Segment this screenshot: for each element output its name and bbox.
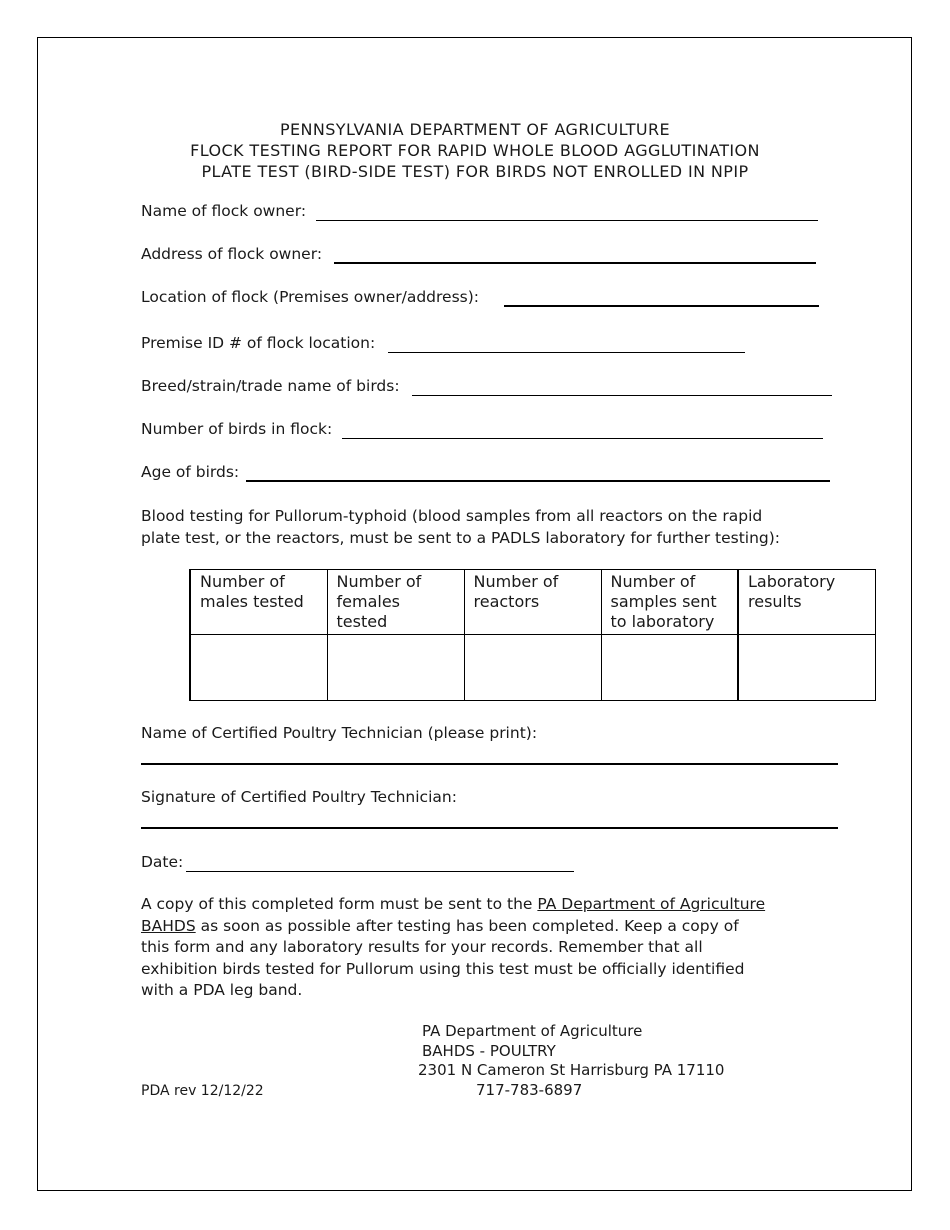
results-table bbox=[189, 569, 876, 701]
breed-label: Breed/strain/trade name of birds: bbox=[141, 377, 400, 395]
pda-link[interactable]: PA Department of Agriculture bbox=[537, 895, 766, 913]
blood-testing-line-2: plate test, or the reactors, must be sent to a PADLS laboratory for further testing): bbox=[141, 528, 781, 547]
header-samples-sent: Number of samples sent to laboratory bbox=[601, 570, 738, 635]
address-line-2: BAHDS - POULTRY bbox=[422, 1042, 556, 1060]
notice-line-2: BAHDS as soon as possible after testing has been completed. Keep a copy of bbox=[141, 916, 739, 935]
location-line[interactable] bbox=[504, 305, 819, 307]
title-line-2: FLOCK TESTING REPORT FOR RAPID WHOLE BLOOD AGGLUTINATION bbox=[190, 141, 760, 160]
technician-signature-label: Signature of Certified Poultry Technician: bbox=[141, 788, 457, 806]
date-label: Date: bbox=[141, 853, 184, 871]
table-row bbox=[190, 635, 875, 701]
form-title bbox=[0, 119, 950, 182]
notice-text bbox=[141, 894, 765, 1002]
address-line-1: PA Department of Agriculture bbox=[422, 1022, 643, 1040]
cell-lab-results[interactable] bbox=[738, 635, 875, 701]
cell-samples-sent[interactable] bbox=[601, 635, 738, 701]
number-birds-line[interactable] bbox=[342, 438, 823, 439]
title-line-3: PLATE TEST (BIRD-SIDE TEST) FOR BIRDS NOT ENROLLED IN NPIP bbox=[201, 162, 749, 181]
age-line[interactable] bbox=[246, 480, 830, 482]
owner-name-line[interactable] bbox=[316, 220, 818, 221]
title-line-1: PENNSYLVANIA DEPARTMENT OF AGRICULTURE bbox=[279, 120, 671, 139]
technician-name-line[interactable] bbox=[141, 763, 838, 765]
table-header-row bbox=[190, 570, 875, 635]
technician-name-label: Name of Certified Poultry Technician (please print): bbox=[141, 724, 538, 742]
cell-reactors[interactable] bbox=[464, 635, 601, 701]
number-birds-label: Number of birds in flock: bbox=[141, 420, 333, 438]
premise-id-label: Premise ID # of flock location: bbox=[141, 334, 376, 352]
owner-name-label: Name of flock owner: bbox=[141, 202, 307, 220]
location-label: Location of flock (Premises owner/address): bbox=[141, 288, 480, 306]
cell-females-tested[interactable] bbox=[327, 635, 464, 701]
owner-address-line[interactable] bbox=[334, 262, 816, 264]
address-phone: 717-783-6897 bbox=[476, 1081, 583, 1099]
age-label: Age of birds: bbox=[141, 463, 240, 481]
notice-line-4: exhibition birds tested for Pullorum using this test must be officially identified bbox=[141, 959, 745, 978]
revision-label: PDA rev 12/12/22 bbox=[141, 1083, 264, 1099]
address-line-3: 2301 N Cameron St Harrisburg PA 17110 bbox=[418, 1061, 725, 1079]
notice-line-5: with a PDA leg band. bbox=[141, 981, 303, 999]
notice-line-3: this form and any laboratory results for your records. Remember that all bbox=[141, 938, 703, 956]
bahds-link[interactable]: BAHDS bbox=[141, 916, 196, 935]
cell-males-tested[interactable] bbox=[190, 635, 327, 701]
date-line[interactable] bbox=[186, 871, 574, 872]
header-males-tested: Number of males tested bbox=[190, 570, 327, 635]
notice-line-1: A copy of this completed form must be sent to the PA Department of Agriculture bbox=[141, 895, 766, 913]
header-reactors: Number of reactors bbox=[464, 570, 601, 635]
technician-signature-line[interactable] bbox=[141, 827, 838, 829]
breed-line[interactable] bbox=[412, 395, 832, 396]
blood-testing-text bbox=[141, 506, 780, 549]
header-females-tested: Number of females tested bbox=[327, 570, 464, 635]
premise-id-line[interactable] bbox=[388, 352, 745, 353]
header-lab-results: Laboratory results bbox=[738, 570, 875, 635]
blood-testing-line-1: Blood testing for Pullorum-typhoid (blood samples from all reactors on the rapid bbox=[141, 507, 763, 525]
owner-address-label: Address of flock owner: bbox=[141, 245, 323, 263]
